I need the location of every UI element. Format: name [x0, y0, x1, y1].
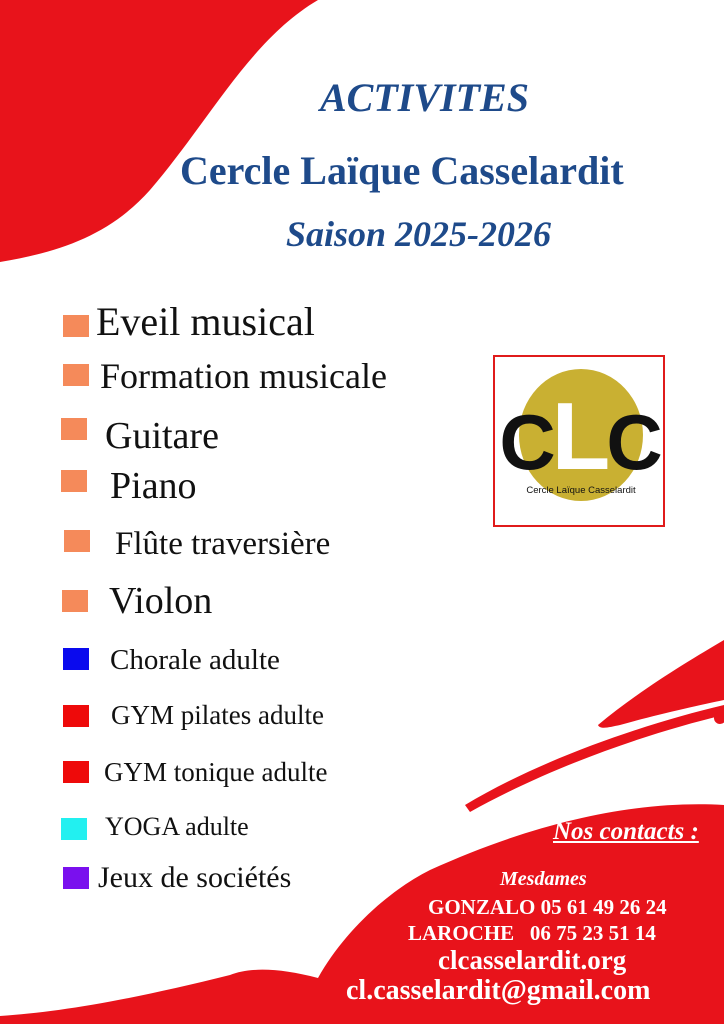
- activity-bullet: [62, 590, 88, 612]
- activity-label: Jeux de sociétés: [98, 861, 292, 894]
- contacts-heading: Nos contacts :: [553, 818, 699, 845]
- activity-label: Guitare: [105, 415, 219, 457]
- activity-bullet: [63, 705, 89, 727]
- activity-label: Flûte traversière: [115, 526, 331, 562]
- header-club-name: Cercle Laïque Casselardit: [180, 148, 624, 193]
- header-season: Saison 2025-2026: [286, 214, 552, 254]
- activity-bullet: [64, 530, 90, 552]
- logo-graphic: [495, 357, 663, 525]
- activity-bullet: [61, 818, 87, 840]
- contacts-salutation: Mesdames: [500, 868, 587, 890]
- activity-label: GYM pilates adulte: [111, 700, 324, 730]
- clc-logo: [493, 355, 665, 527]
- activity-bullet: [63, 761, 89, 783]
- logo-letters: CLC: [499, 383, 659, 490]
- activity-bullet: [63, 315, 89, 337]
- logo-caption: Cercle Laïque Casselardit: [526, 485, 636, 496]
- activity-label: Piano: [110, 465, 197, 507]
- activity-bullet: [63, 648, 89, 670]
- activity-bullet: [63, 867, 89, 889]
- activity-label: Violon: [109, 580, 213, 622]
- activity-bullet: [61, 418, 87, 440]
- red-accent-arc: [465, 705, 724, 812]
- contact-website-link[interactable]: clcasselardit.org: [438, 945, 627, 975]
- activity-label: Formation musicale: [100, 356, 387, 396]
- activity-label: Eveil musical: [96, 299, 315, 344]
- contact-person-laroche: LAROCHE 06 75 23 51 14: [408, 921, 656, 945]
- activity-bullet: [63, 364, 89, 386]
- contact-email-link[interactable]: cl.casselardit@gmail.com: [346, 975, 651, 1006]
- activity-label: GYM tonique adulte: [104, 757, 328, 787]
- activity-label: Chorale adulte: [110, 644, 280, 676]
- header-activities-title: ACTIVITES: [320, 75, 529, 120]
- activity-bullet: [61, 470, 87, 492]
- top-left-red-shape: [0, 0, 318, 262]
- contact-person-gonzalo: GONZALO 05 61 49 26 24: [428, 895, 667, 919]
- activity-label: YOGA adulte: [105, 812, 249, 841]
